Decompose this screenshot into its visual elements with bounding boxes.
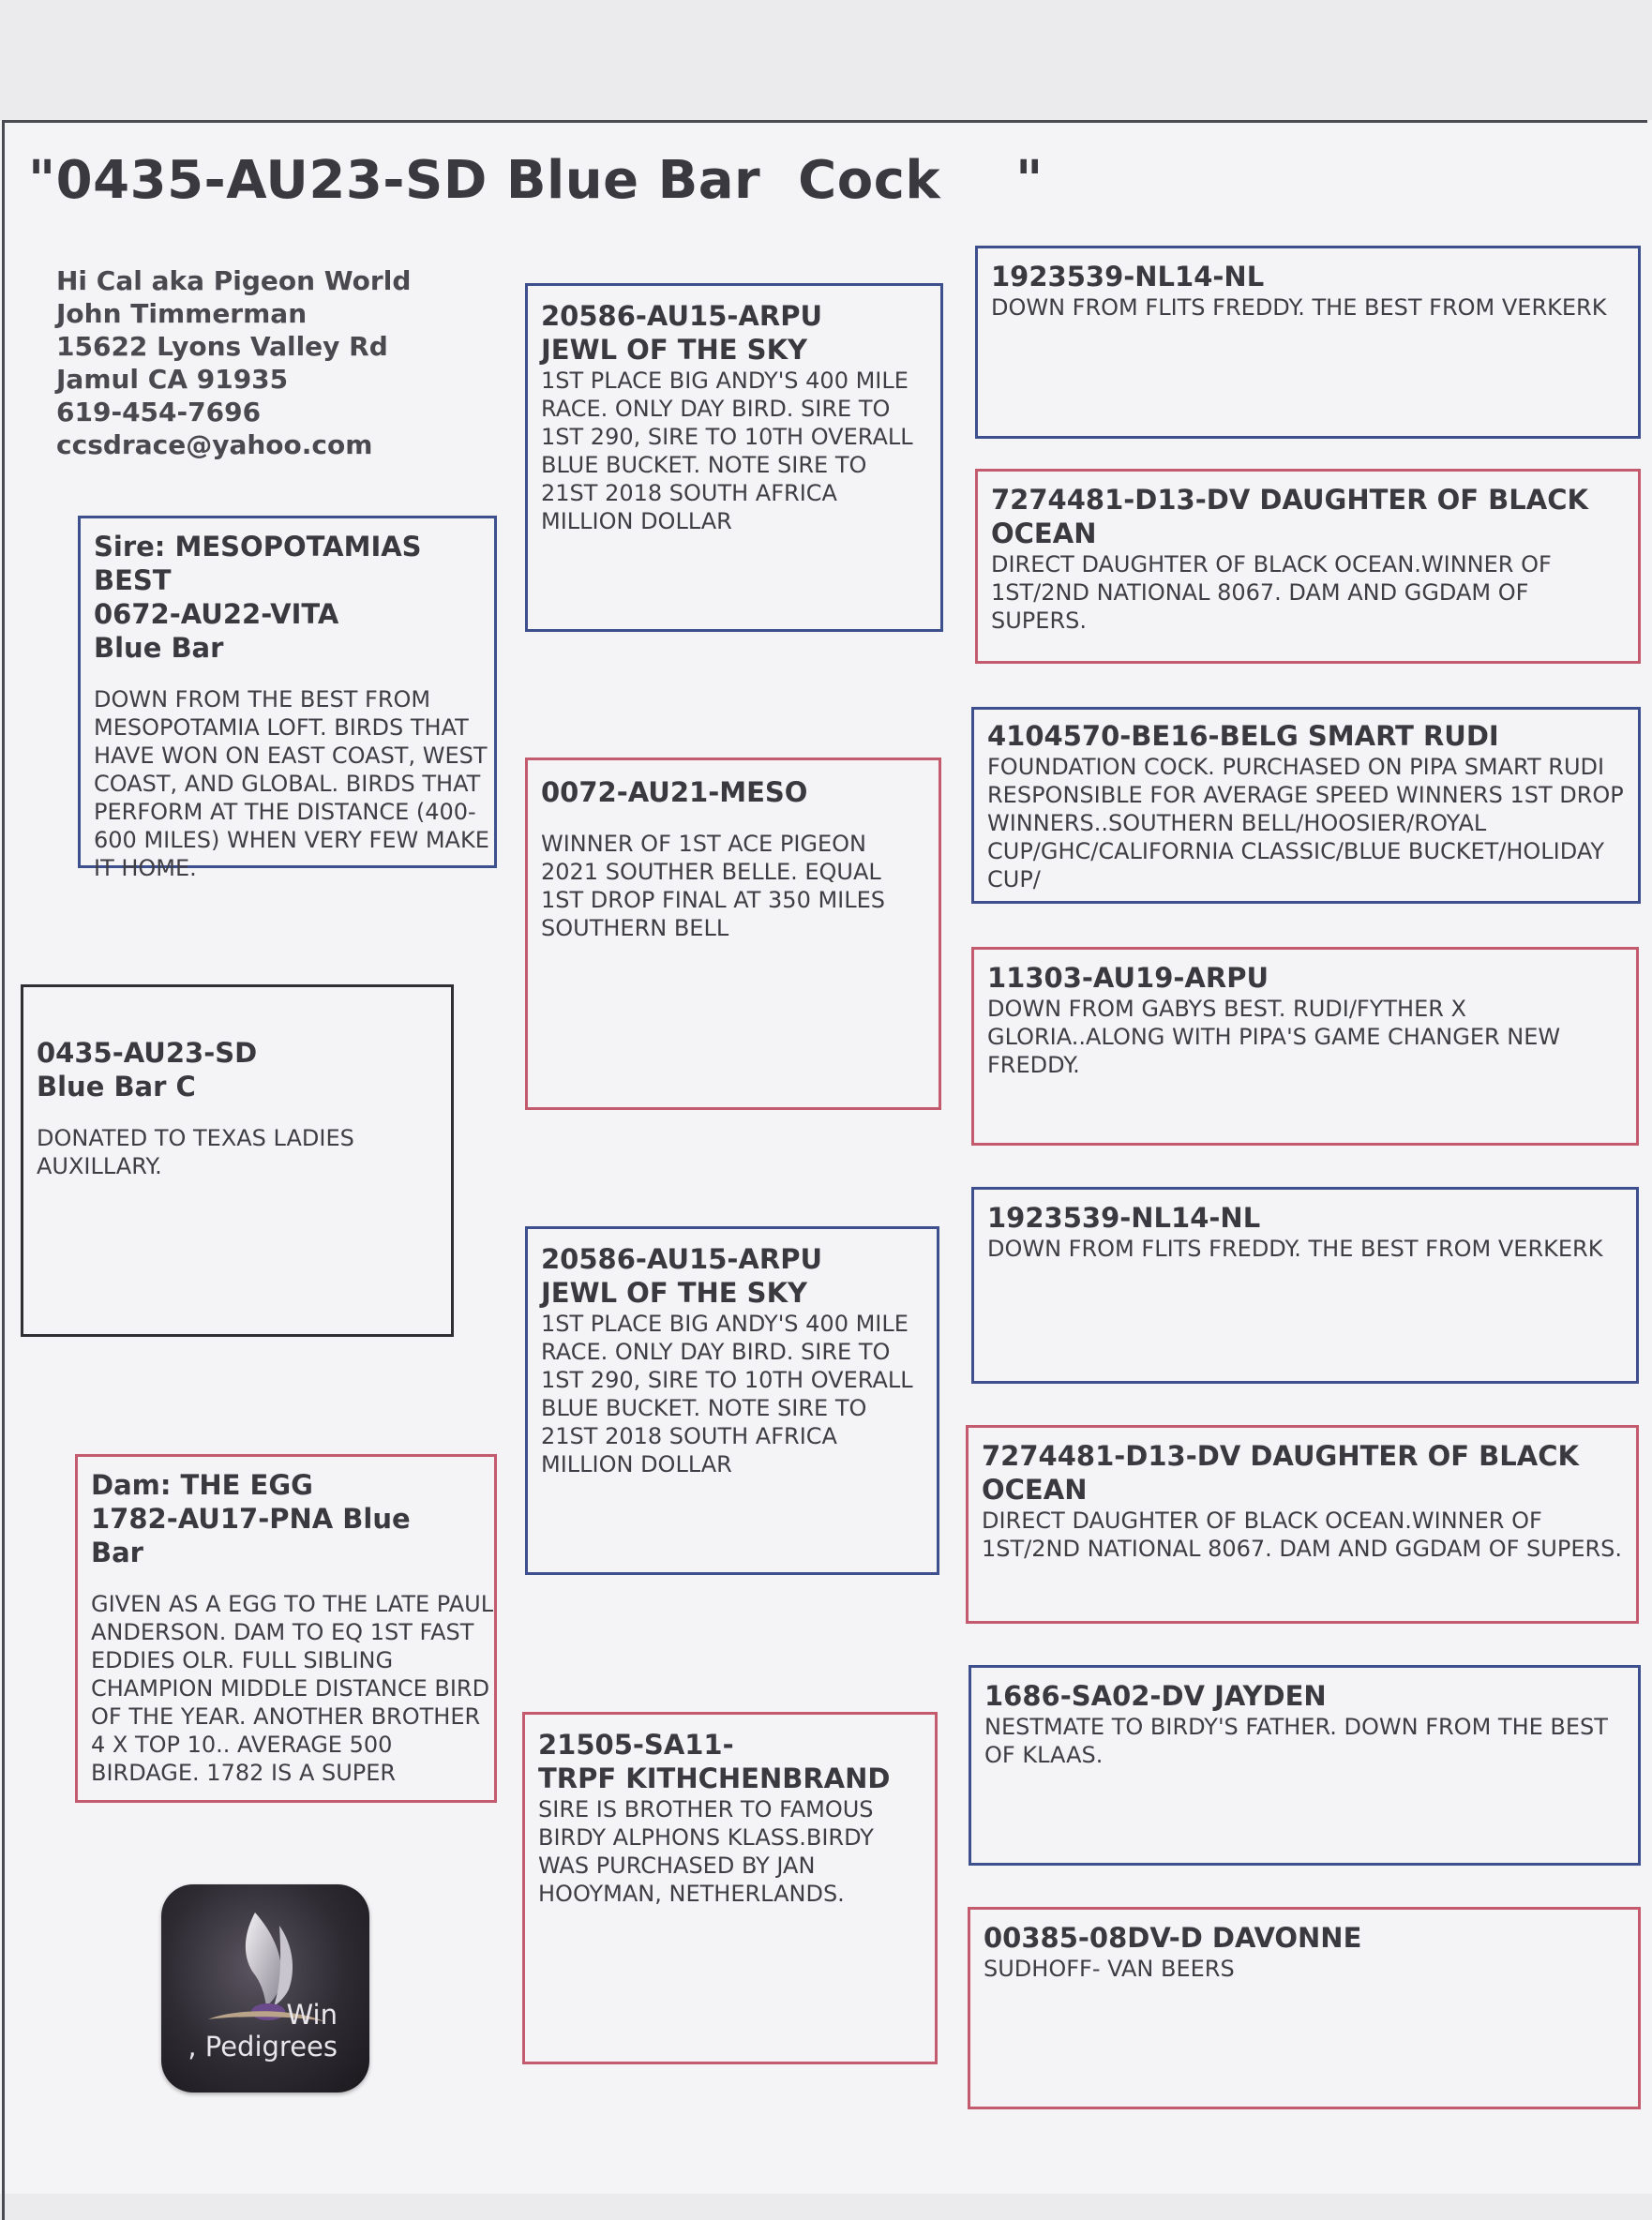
grandparent-notes: WINNER OF 1ST ACE PIGEON 2021 SOUTHER BELLE. EQUAL 1ST DROP FINAL AT 350 MILES SOUTHERN BELL [541, 831, 886, 941]
heading-line: TRPF KITHCHENBRAND [538, 1762, 891, 1794]
dam-notes: GIVEN AS A EGG TO THE LATE PAUL ANDERSON. DAM TO EQ 1ST FAST EDDIES OLR. FULL SIBLING CHAMPION MIDDLE DISTANCE BIRD OF THE YEAR. ANOTHER BROTHER 4 X TOP 10.. AVERAGE 500 BIRDAGE. 1782 IS A SUPER [91, 1591, 494, 1786]
subject-notes: DONATED TO TEXAS LADIES AUXILLARY. [37, 1125, 354, 1179]
heading-line: 7274481-D13-DV DAUGHTER OF BLACK [982, 1440, 1579, 1472]
page-title: "0435-AU23-SD Blue Bar Cock " [28, 150, 1044, 211]
heading-line: 0672-AU22-VITA [94, 598, 339, 630]
great-grandparent-heading: 1923539-NL14-NL [991, 261, 1265, 292]
logo-line: , Pedigrees [188, 2031, 338, 2062]
great-grandparent-box [966, 1425, 1639, 1624]
heading-line: Bar [91, 1537, 143, 1568]
heading-line: JEWL OF THE SKY [541, 334, 808, 366]
heading-line: 1782-AU17-PNA Blue [91, 1503, 411, 1535]
breeder-contact [56, 264, 497, 461]
great-grandparent-heading [991, 483, 1625, 550]
heading-line: Sire: MESOPOTAMIAS [94, 531, 422, 562]
heading-line: 20586-AU15-ARPU [541, 300, 822, 332]
great-grandparent-box [971, 947, 1639, 1146]
great-grandparent-notes: DIRECT DAUGHTER OF BLACK OCEAN.WINNER OF 1ST/2ND NATIONAL 8067. DAM AND GGDAM OF SUPERS. [982, 1508, 1623, 1562]
great-grandparent-notes: FOUNDATION COCK. PURCHASED ON PIPA SMART RUDI RESPONSIBLE FOR AVERAGE SPEED WINNERS 1ST DROP WINNERS..SOUTHERN BELL/HOOSIER/ROYAL CUP/GHC/CALIFORNIA CLASSIC/BLUE BUCKET/HOLIDAY CUP/ [987, 754, 1624, 892]
great-grandparent-notes: DIRECT DAUGHTER OF BLACK OCEAN.WINNER OF 1ST/2ND NATIONAL 8067. DAM AND GGDAM OF SUPERS. [991, 551, 1552, 634]
heading-line: 7274481-D13-DV DAUGHTER OF BLACK [991, 484, 1588, 516]
heading-line: Blue Bar C [37, 1071, 196, 1102]
grandparent-box [525, 758, 941, 1110]
grandparent-notes: SIRE IS BROTHER TO FAMOUS BIRDY ALPHONS KLASS.BIRDY WAS PURCHASED BY JAN HOOYMAN, NETHERLANDS. [538, 1796, 874, 1907]
grandparent-box [525, 1226, 939, 1575]
heading-line: BEST [94, 564, 172, 596]
dam-heading [91, 1468, 481, 1569]
great-grandparent-notes: DOWN FROM FLITS FREDDY. THE BEST FROM VERKERK [991, 294, 1607, 321]
dam-box [75, 1454, 497, 1803]
heading-line: 0435-AU23-SD [37, 1037, 258, 1069]
subject-box [21, 984, 454, 1337]
contact-line: 15622 Lyons Valley Rd [56, 331, 388, 362]
contact-line: Hi Cal aka Pigeon World [56, 265, 412, 296]
contact-line: John Timmerman [56, 298, 308, 329]
sire-notes: DOWN FROM THE BEST FROM MESOPOTAMIA LOFT. BIRDS THAT HAVE WON ON EAST COAST, WEST COAST, AND GLOBAL. BIRDS THAT PERFORM AT THE DISTANCE (400-600 MILES) WHEN VERY FEW MAKE IT HOME. [94, 686, 489, 881]
great-grandparent-notes: DOWN FROM FLITS FREDDY. THE BEST FROM VERKERK [987, 1236, 1603, 1262]
great-grandparent-box [971, 1187, 1639, 1384]
great-grandparent-heading: 1923539-NL14-NL [987, 1202, 1261, 1234]
great-grandparent-box [969, 1665, 1641, 1866]
heading-line: OCEAN [982, 1474, 1088, 1506]
grandparent-notes: 1ST PLACE BIG ANDY'S 400 MILE RACE. ONLY DAY BIRD. SIRE TO 1ST 290, SIRE TO 10TH OVERALL BLUE BUCKET. NOTE SIRE TO 21ST 2018 SOUTH AFRICA MILLION DOLLAR [541, 368, 913, 534]
grandparent-heading [541, 1242, 924, 1310]
subject-heading [37, 1036, 438, 1103]
heading-line: Blue Bar [94, 632, 224, 664]
grandparent-heading [541, 775, 925, 809]
grandparent-box [525, 283, 943, 632]
heading-line: 21505-SA11- [538, 1729, 734, 1761]
great-grandparent-notes: NESTMATE TO BIRDY'S FATHER. DOWN FROM THE BEST OF KLAAS. [984, 1714, 1608, 1768]
grandparent-heading [538, 1728, 922, 1795]
win-pedigrees-logo [161, 1884, 369, 2092]
great-grandparent-heading: 4104570-BE16-BELG SMART RUDI [987, 720, 1499, 752]
heading-line: JEWL OF THE SKY [541, 1277, 808, 1309]
heading-line: 20586-AU15-ARPU [541, 1243, 822, 1275]
great-grandparent-heading: 1686-SA02-DV JAYDEN [984, 1680, 1327, 1712]
heading-line: 0072-AU21-MESO [541, 776, 808, 808]
sire-box [78, 516, 497, 881]
great-grandparent-box [971, 707, 1641, 904]
great-grandparent-heading: 00385-08DV-D DAVONNE [984, 1922, 1362, 1954]
grandparent-notes: 1ST PLACE BIG ANDY'S 400 MILE RACE. ONLY DAY BIRD. SIRE TO 1ST 290, SIRE TO 10TH OVERALL BLUE BUCKET. NOTE SIRE TO 21ST 2018 SOUTH AFRICA MILLION DOLLAR [541, 1311, 913, 1478]
logo-line: Win [286, 1999, 338, 2031]
heading-line: OCEAN [991, 518, 1097, 549]
grandparent-box [522, 1712, 938, 2064]
contact-line: 619-454-7696 [56, 397, 262, 428]
logo-text [188, 1999, 338, 2062]
sire-heading [94, 530, 481, 665]
great-grandparent-heading [982, 1439, 1623, 1507]
heading-line: Dam: THE EGG [91, 1469, 313, 1501]
great-grandparent-box [975, 469, 1641, 664]
grandparent-heading [541, 299, 927, 367]
great-grandparent-heading: 11303-AU19-ARPU [987, 962, 1269, 994]
great-grandparent-box [975, 246, 1641, 439]
contact-line: Jamul CA 91935 [56, 364, 289, 395]
great-grandparent-notes: SUDHOFF- VAN BEERS [984, 1956, 1235, 1982]
contact-email: ccsdrace@yahoo.com [56, 429, 373, 460]
great-grandparent-box [968, 1907, 1641, 2109]
great-grandparent-notes: DOWN FROM GABYS BEST. RUDI/FYTHER X GLORIA..ALONG WITH PIPA'S GAME CHANGER NEW FREDDY. [987, 996, 1561, 1078]
